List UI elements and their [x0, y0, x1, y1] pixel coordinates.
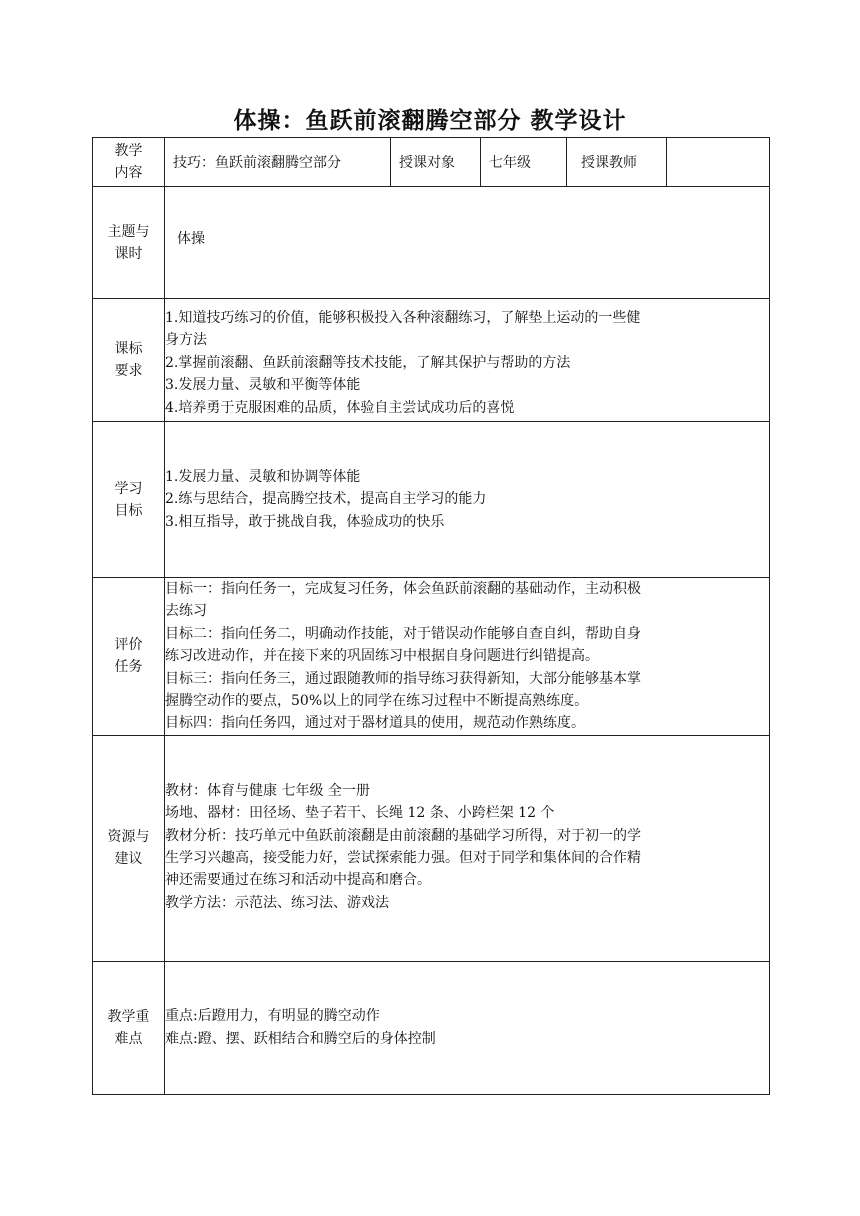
row-evaluation	[93, 578, 770, 736]
resources-line: 场地、器材：田径场、垫子若干、长绳 12 条、小跨栏架 12 个	[165, 805, 555, 822]
goals-line: 2.练与思结合，提高腾空技术，提高自主学习的能力	[165, 491, 487, 508]
resources-content	[165, 735, 770, 961]
evaluation-line: 目标二：指向任务二，明确动作技能，对于错误动作能够自查自纠，帮助自身	[165, 625, 641, 642]
label-teaching-content: 教学 内容	[93, 138, 165, 187]
label-evaluation: 评价 任务	[93, 578, 165, 736]
row-theme	[93, 187, 770, 299]
audience-value: 七年级	[481, 138, 567, 187]
theme-text: 体操	[165, 187, 770, 299]
standards-content	[165, 299, 770, 422]
standards-line: 2.掌握前滚翻、鱼跃前滚翻等技术技能，了解其保护与帮助的方法	[165, 354, 571, 371]
evaluation-line: 目标三：指向任务三，通过跟随教师的指导练习获得新知，大部分能够基本掌	[165, 670, 641, 687]
label-learning-goals: 学习 目标	[93, 422, 165, 578]
row-key-points	[93, 961, 770, 1094]
teacher-label: 授课教师	[567, 138, 667, 187]
goals-line: 1.发展力量、灵敏和协调等体能	[165, 468, 361, 485]
resources-line: 神还需要通过在练习和活动中提高和磨合。	[165, 872, 431, 889]
row-standards	[93, 299, 770, 422]
evaluation-line: 练习改进动作，并在接下来的巩固练习中根据自身问题进行纠错提高。	[165, 648, 599, 665]
row-teaching-content	[93, 138, 770, 187]
standards-line: 4.培养勇于克服困难的品质，体验自主尝试成功后的喜悦	[165, 399, 515, 416]
audience-label: 授课对象	[391, 138, 481, 187]
resources-line: 教材：体育与健康 七年级 全一册	[165, 782, 370, 799]
standards-line: 身方法	[165, 332, 207, 349]
label-key-points: 教学重 难点	[93, 961, 165, 1094]
key-points-line: 难点:蹬、摆、跃相结合和腾空后的身体控制	[165, 1030, 436, 1047]
key-points-line: 重点:后蹬用力，有明显的腾空动作	[165, 1008, 380, 1025]
key-points-content	[165, 961, 770, 1094]
document-title: 体操：鱼跃前滚翻腾空部分 教学设计	[233, 107, 627, 134]
evaluation-line: 去练习	[165, 603, 207, 620]
evaluation-content	[165, 578, 770, 736]
skill-cell: 技巧：鱼跃前滚翻腾空部分	[165, 138, 391, 187]
label-standards: 课标 要求	[93, 299, 165, 422]
row-resources	[93, 735, 770, 961]
label-theme: 主题与 课时	[93, 187, 165, 299]
resources-line: 教学方法：示范法、练习法、游戏法	[165, 894, 389, 911]
resources-line: 生学习兴趣高，接受能力好，尝试探索能力强。但对于同学和集体间的合作精	[165, 850, 641, 867]
standards-line: 1.知道技巧练习的价值，能够积极投入各种滚翻练习，了解垫上运动的一些健	[165, 310, 641, 326]
teacher-value	[667, 138, 770, 187]
evaluation-line: 目标四：指向任务四，通过对于器材道具的使用，规范动作熟练度。	[165, 715, 585, 732]
evaluation-line: 目标一：指向任务一，完成复习任务，体会鱼跃前滚翻的基础动作，主动积极	[165, 581, 641, 597]
label-resources: 资源与 建议	[93, 735, 165, 961]
standards-line: 3.发展力量、灵敏和平衡等体能	[165, 377, 361, 394]
evaluation-line: 握腾空动作的要点，50%以上的同学在练习过程中不断提高熟练度。	[165, 693, 589, 710]
row-learning-goals	[93, 422, 770, 578]
resources-line: 教材分析：技巧单元中鱼跃前滚翻是由前滚翻的基础学习所得，对于初一的学	[165, 827, 641, 844]
goals-line: 3.相互指导，敢于挑战自我，体验成功的快乐	[165, 513, 445, 530]
lesson-plan-table	[92, 137, 770, 1095]
goals-content	[165, 422, 770, 578]
